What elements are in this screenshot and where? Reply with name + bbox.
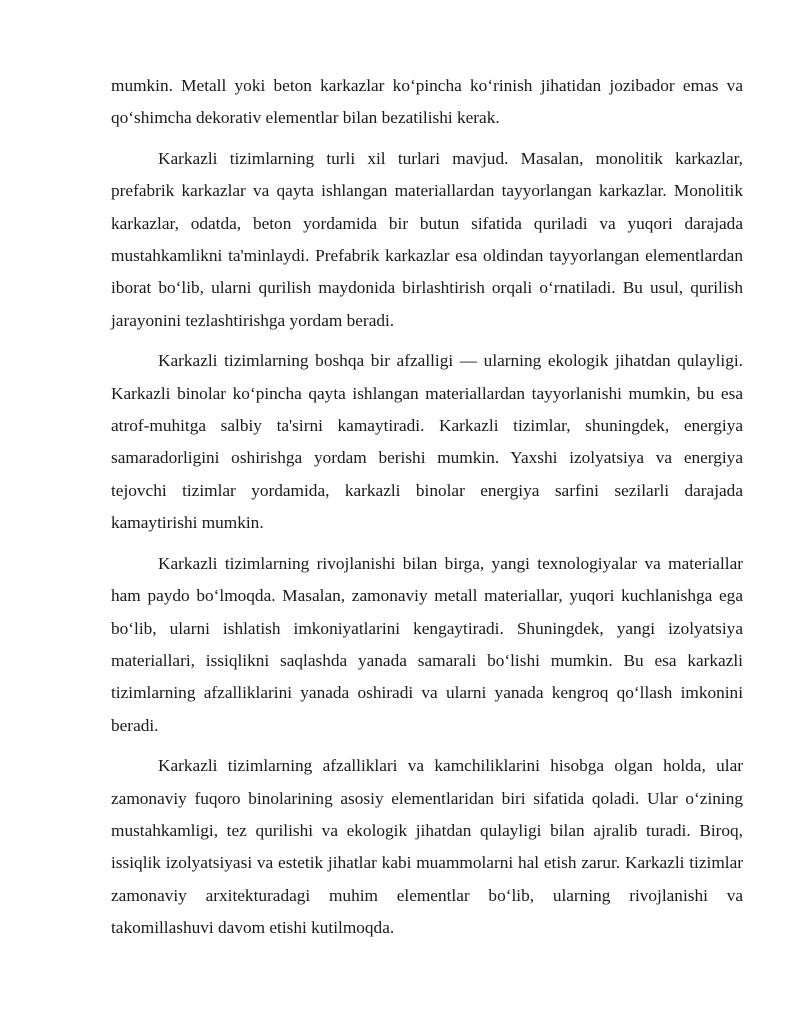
paragraph-conclusion: Karkazli tizimlarning afzalliklari va kamchiliklarini hisobga olgan holda, ular zamonaviy fuqoro binolarining asosiy elementlaridan biri sifatida qoladi. Ular oʻzining mustahkamligi, tez qurilishi va ekologik jihatdan qulayligi bilan ajralib turadi. Biroq, issiqlik izolyatsiyasi va estetik jihatlar kabi muammolarni hal etish zarur. Karkazli tizimlar zamonaviy arxitekturadagi muhim elementlar boʻlib, ularning rivojlanishi va takomillashuvi davom etishi kutilmoqda. xyxy=(111,756,743,938)
document-body xyxy=(111,70,743,953)
paragraph-continuation: mumkin. Metall yoki beton karkazlar koʻpincha koʻrinish jihatidan jozibador emas va qoʻshimcha dekorativ elementlar bilan bezatilishi kerak. xyxy=(111,76,743,128)
paragraph-new-technologies: Karkazli tizimlarning rivojlanishi bilan birga, yangi texnologiyalar va materiallar ham paydo boʻlmoqda. Masalan, zamonaviy metall materiallar, yuqori kuchlanishga ega boʻlib, ularni ishlatish imkoniyatlarini kengaytiradi. Shuningdek, yangi izolyatsiya materiallari, issiqlikni saqlashda yanada samarali boʻlishi mumkin. Bu esa karkazli tizimlarning afzalliklarini yanada oshiradi va ularni yanada kengroq qoʻllash imkonini beradi. xyxy=(111,553,743,735)
paragraph-ecological-advantage: Karkazli tizimlarning boshqa bir afzalligi — ularning ekologik jihatdan qulayligi. Karkazli binolar koʻpincha qayta ishlangan materiallardan tayyorlanishi mumkin, bu esa atrof-muhitga salbiy ta'sirni kamaytiradi. Karkazli tizimlar, shuningdek, energiya samaradorligini oshirishga yordam berishi mumkin. Yaxshi izolyatsiya va energiya tejovchi tizimlar yordamida, karkazli binolar energiya sarfini sezilarli darajada kamaytirishi mumkin. xyxy=(111,351,743,533)
paragraph-frame-types: Karkazli tizimlarning turli xil turlari mavjud. Masalan, monolitik karkazlar, prefabrik karkazlar va qayta ishlangan materiallardan tayyorlangan karkazlar. Monolitik karkazlar, odatda, beton yordamida bir butun sifatida quriladi va yuqori darajada mustahkamlikni ta'minlaydi. Prefabrik karkazlar esa oldindan tayyorlangan elementlardan iborat boʻlib, ularni qurilish maydonida birlashtirish orqali oʻrnatiladi. Bu usul, qurilish jarayonini tezlashtirishga yordam beradi. xyxy=(111,148,743,330)
